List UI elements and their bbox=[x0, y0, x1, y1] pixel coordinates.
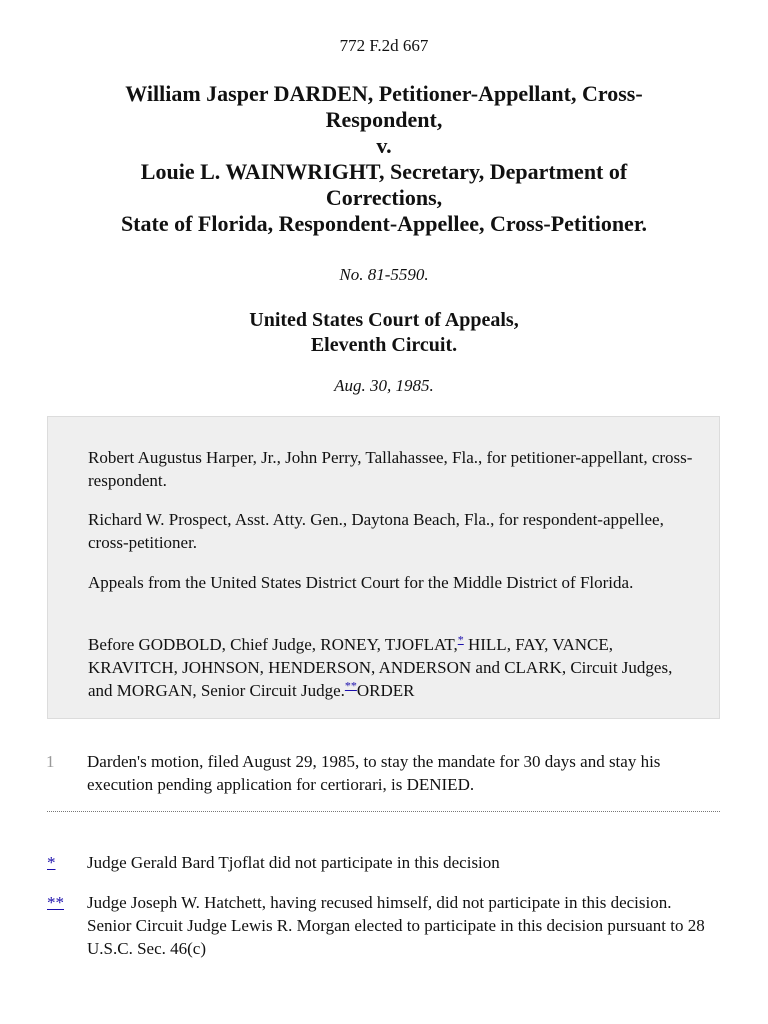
footnote-ref-2-link[interactable]: ** bbox=[344, 678, 357, 693]
caption-versus: v. bbox=[376, 133, 392, 158]
panel-judges bbox=[88, 633, 698, 702]
footnotes-divider bbox=[47, 811, 720, 812]
caption-respondent-role: State of Florida, Respondent-Appellee, Cross-Petitioner. bbox=[120, 211, 648, 236]
order-heading: ORDER bbox=[356, 681, 415, 700]
footnote-2-marker-link[interactable]: ** bbox=[47, 893, 64, 912]
footnote-1-marker-link[interactable]: * bbox=[47, 853, 56, 872]
opinion-paragraph: Darden's motion, filed August 29, 1985, to stay the mandate for 30 days and stay his execution pending application for certiorari, is DENIED. bbox=[87, 752, 661, 794]
footnote-1-text: Judge Gerald Bard Tjoflat did not participate in this decision bbox=[87, 853, 500, 872]
counsel-respondent: Richard W. Prospect, Asst. Atty. Gen., Daytona Beach, Fla., for respondent-appellee, cross-petitioner. bbox=[88, 510, 664, 552]
prelims-box bbox=[47, 416, 720, 719]
panel-text-part1: Before GODBOLD, Chief Judge, RONEY, TJOFLAT, bbox=[88, 635, 458, 654]
caption-respondent-line: Louie L. WAINWRIGHT, Secretary, Department of bbox=[140, 159, 628, 184]
paragraph-number: 1 bbox=[46, 752, 55, 771]
decision-date: Aug. 30, 1985. bbox=[334, 376, 434, 395]
case-citation: 772 F.2d 667 bbox=[339, 36, 429, 55]
counsel-petitioner: Robert Augustus Harper, Jr., John Perry, Tallahassee, Fla., for petitioner-appellant, cross-respondent. bbox=[88, 448, 693, 490]
docket-number: No. 81-5590. bbox=[339, 265, 429, 284]
footnote-2-text: Judge Joseph W. Hatchett, having recused himself, did not participate in this decision. Senior Circuit Judge Lewis R. Morgan elected to participate in this decision pursuant to 28 U.S.C. Sec. 46(c) bbox=[87, 893, 705, 958]
court-name-line2: Eleventh Circuit. bbox=[310, 334, 458, 356]
caption-petitioner-role: Respondent, bbox=[325, 107, 443, 132]
caption-respondent-dept: Corrections, bbox=[325, 185, 443, 210]
appeal-origin: Appeals from the United States District Court for the Middle District of Florida. bbox=[88, 573, 634, 592]
case-caption bbox=[40, 81, 728, 237]
caption-petitioner-line: William Jasper DARDEN, Petitioner-Appellant, Cross- bbox=[125, 81, 643, 106]
court-name-line1: United States Court of Appeals, bbox=[249, 309, 519, 331]
court-name bbox=[0, 308, 768, 358]
footnote-ref-1-link[interactable]: * bbox=[457, 632, 464, 647]
panel-text-part2: HILL, FAY, VANCE, KRAVITCH, JOHNSON, HENDERSON, ANDERSON and CLARK, Circuit Judges, and MORGAN, Senior Circuit Judge. bbox=[88, 635, 673, 700]
